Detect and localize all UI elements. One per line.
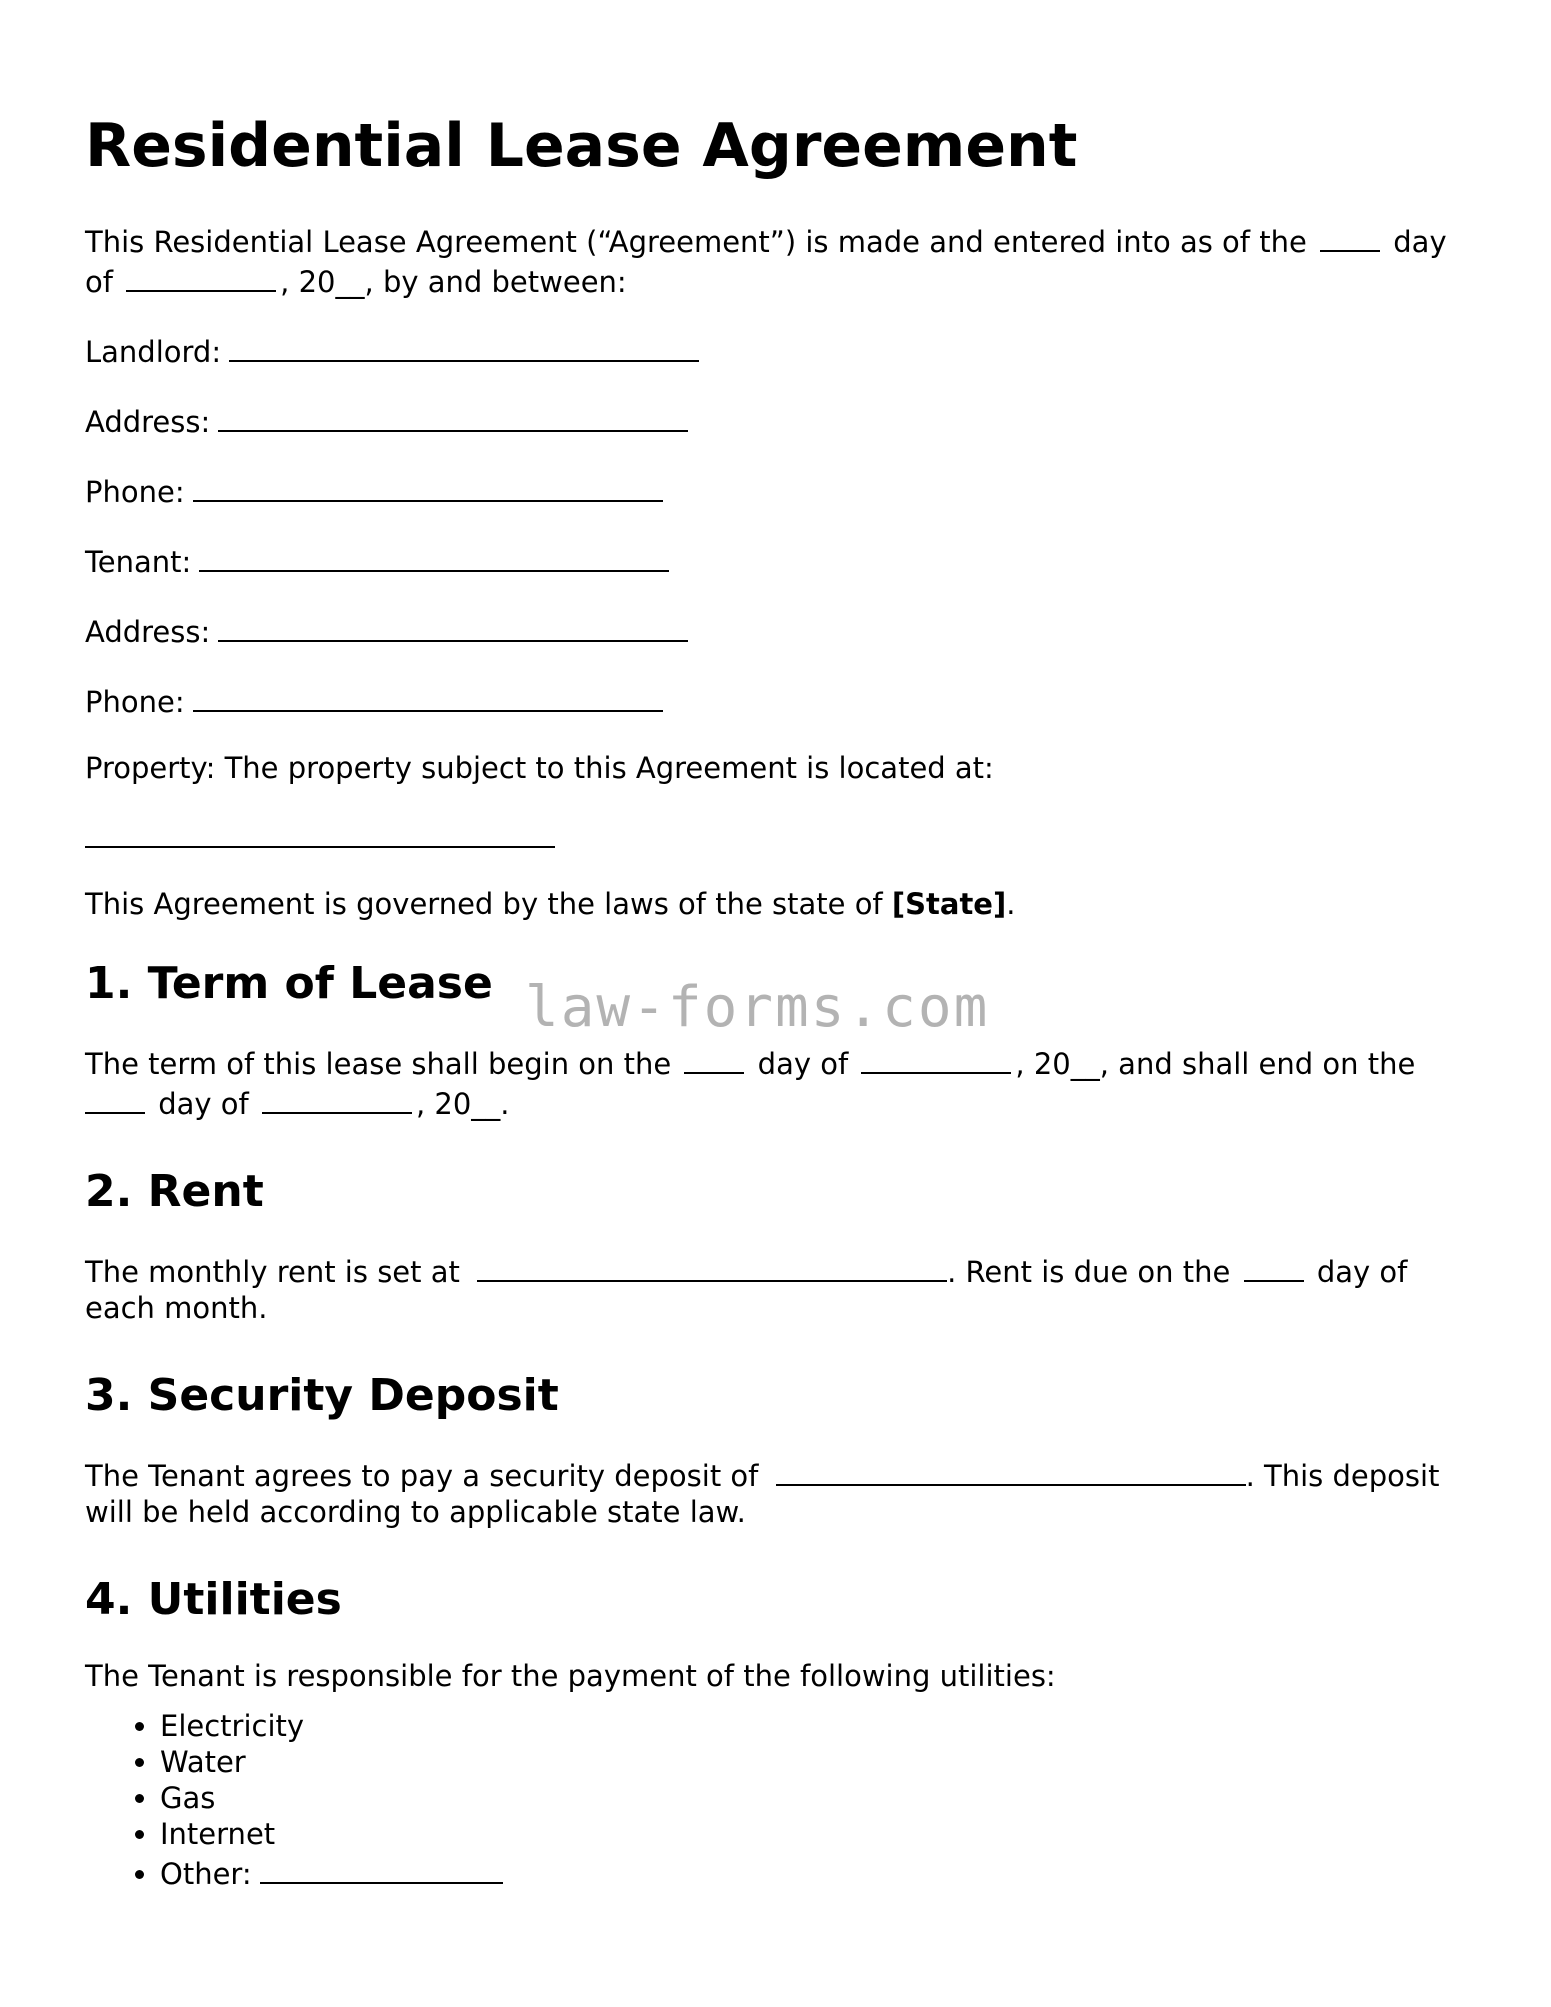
intro-text-2: day of bbox=[85, 225, 1447, 299]
landlord-phone-label: Phone: bbox=[85, 475, 185, 509]
tenant-phone-label: Phone: bbox=[85, 685, 185, 719]
section-deposit bbox=[85, 1368, 1465, 1530]
rent-due-day-blank[interactable] bbox=[1244, 1250, 1304, 1282]
landlord-phone-blank[interactable] bbox=[193, 470, 663, 502]
term-end-month-blank[interactable] bbox=[262, 1082, 412, 1114]
rent-text-2: . Rent is due on the bbox=[947, 1255, 1231, 1289]
property-address-blank[interactable] bbox=[85, 816, 555, 848]
section-term-heading: 1. Term of Lease bbox=[85, 958, 493, 1009]
section-rent bbox=[85, 1164, 1465, 1326]
tenant-field bbox=[85, 540, 1465, 580]
term-text-3: , 20__, and shall end on the bbox=[1015, 1047, 1416, 1081]
landlord-field bbox=[85, 330, 1465, 370]
term-paragraph bbox=[85, 1042, 1465, 1122]
landlord-blank[interactable] bbox=[229, 330, 699, 362]
utility-item-water: • Water bbox=[160, 1744, 1465, 1780]
tenant-phone-blank[interactable] bbox=[193, 680, 663, 712]
rent-amount-blank[interactable] bbox=[477, 1250, 947, 1282]
utilities-intro: The Tenant is responsible for the payment of the following utilities: bbox=[85, 1659, 1056, 1693]
intro-day-blank[interactable] bbox=[1320, 220, 1380, 252]
landlord-phone-field bbox=[85, 470, 1465, 510]
term-text-2: day of bbox=[757, 1047, 849, 1081]
governing-law-paragraph bbox=[85, 886, 1465, 922]
watermark-text: law-forms.com bbox=[525, 975, 990, 1040]
utility-other-label: Other: bbox=[160, 1857, 252, 1891]
term-text-1: The term of this lease shall begin on the bbox=[85, 1047, 672, 1081]
deposit-text-1: The Tenant agrees to pay a security deposit of bbox=[85, 1459, 759, 1493]
intro-text-1: This Residential Lease Agreement (“Agreement”) is made and entered into as of the bbox=[85, 225, 1307, 259]
tenant-address-label: Address: bbox=[85, 615, 211, 649]
section-deposit-heading: 3. Security Deposit bbox=[85, 1370, 559, 1421]
deposit-amount-blank[interactable] bbox=[776, 1454, 1246, 1486]
governing-suffix: . bbox=[1006, 887, 1016, 921]
rent-paragraph bbox=[85, 1250, 1465, 1326]
tenant-label: Tenant: bbox=[85, 545, 192, 579]
term-start-month-blank[interactable] bbox=[861, 1042, 1011, 1074]
rent-text-1: The monthly rent is set at bbox=[85, 1255, 460, 1289]
section-utilities-heading: 4. Utilities bbox=[85, 1574, 342, 1625]
intro-paragraph bbox=[85, 220, 1465, 300]
rent-text-3: day of each month. bbox=[85, 1255, 1408, 1325]
governing-law-text: This Agreement is governed by the laws of the state of bbox=[85, 887, 883, 921]
property-address-field bbox=[85, 816, 1465, 856]
intro-month-blank[interactable] bbox=[126, 260, 276, 292]
utility-other-blank[interactable] bbox=[260, 1852, 503, 1884]
utility-item-gas: • Gas bbox=[160, 1780, 1465, 1816]
document-title: Residential Lease Agreement bbox=[85, 111, 1078, 181]
term-start-day-blank[interactable] bbox=[684, 1042, 744, 1074]
governing-state: [State] bbox=[891, 887, 1007, 921]
property-text: Property: The property subject to this Agreement is located at: bbox=[85, 751, 994, 785]
landlord-label: Landlord: bbox=[85, 335, 222, 369]
tenant-address-field bbox=[85, 610, 1465, 650]
utility-item-other bbox=[160, 1852, 1465, 1892]
landlord-address-label: Address: bbox=[85, 405, 211, 439]
intro-text-3: , 20__, by and between: bbox=[280, 265, 627, 299]
term-end-day-blank[interactable] bbox=[85, 1082, 145, 1114]
section-rent-heading: 2. Rent bbox=[85, 1166, 264, 1217]
tenant-blank[interactable] bbox=[199, 540, 669, 572]
term-text-4: day of bbox=[158, 1087, 249, 1121]
term-text-5: , 20__. bbox=[415, 1087, 510, 1121]
utility-item-internet: • Internet bbox=[160, 1816, 1465, 1852]
section-utilities bbox=[85, 1572, 1465, 1892]
landlord-address-field bbox=[85, 400, 1465, 440]
tenant-address-blank[interactable] bbox=[218, 610, 688, 642]
landlord-address-blank[interactable] bbox=[218, 400, 688, 432]
utilities-list bbox=[85, 1708, 1465, 1892]
tenant-phone-field bbox=[85, 680, 1465, 720]
deposit-text-2: . This deposit will be held according to applicable state law. bbox=[85, 1459, 1440, 1529]
deposit-paragraph bbox=[85, 1454, 1465, 1530]
utility-item-electricity: • Electricity bbox=[160, 1708, 1465, 1744]
